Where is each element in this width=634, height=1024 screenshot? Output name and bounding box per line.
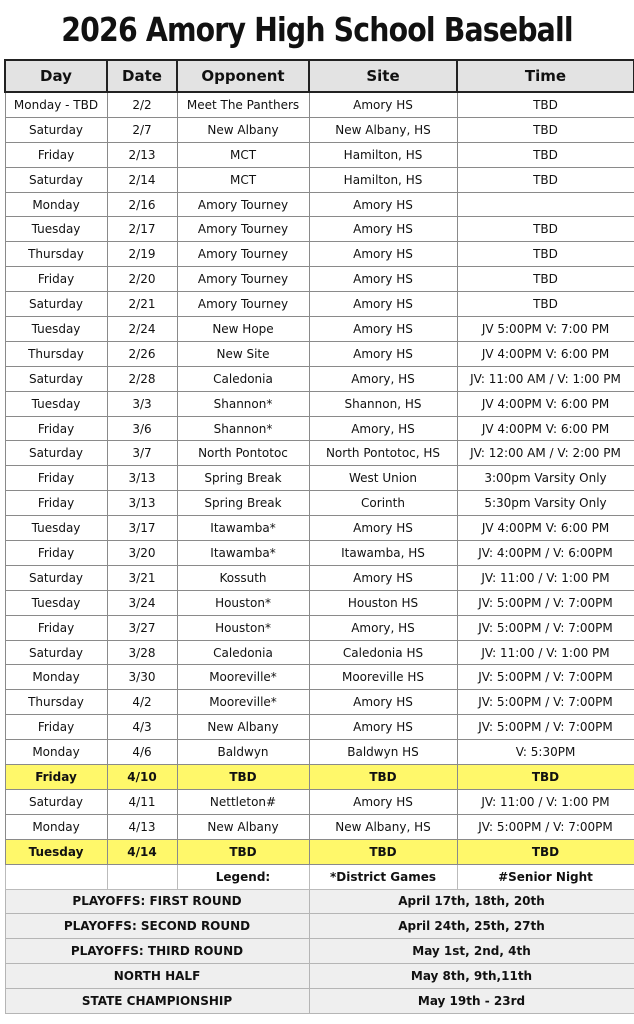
game-site: Hamilton, HS xyxy=(309,142,457,167)
game-opponent: North Pontotoc xyxy=(177,441,309,466)
game-date: 3/17 xyxy=(107,516,177,541)
game-day: Monday xyxy=(5,192,107,217)
game-day: Tuesday xyxy=(5,217,107,242)
game-time: JV: 11:00 / V: 1:00 PM xyxy=(457,565,634,590)
game-time: JV: 11:00 AM / V: 1:00 PM xyxy=(457,366,634,391)
legend-senior: #Senior Night xyxy=(457,864,634,889)
game-opponent: Amory Tourney xyxy=(177,217,309,242)
game-row xyxy=(5,366,634,391)
game-day: Tuesday xyxy=(5,317,107,342)
game-opponent: Spring Break xyxy=(177,466,309,491)
game-opponent: Shannon* xyxy=(177,391,309,416)
game-opponent: Itawamba* xyxy=(177,541,309,566)
game-site: Amory, HS xyxy=(309,366,457,391)
game-row xyxy=(5,92,634,117)
game-time: JV: 5:00PM / V: 7:00PM xyxy=(457,590,634,615)
game-time: TBD xyxy=(457,242,634,267)
game-date: 2/17 xyxy=(107,217,177,242)
game-row xyxy=(5,640,634,665)
game-day: Saturday xyxy=(5,167,107,192)
game-site: Amory HS xyxy=(309,789,457,814)
playoff-dates: April 17th, 18th, 20th xyxy=(309,889,634,914)
game-row xyxy=(5,242,634,267)
game-time: TBD xyxy=(457,142,634,167)
game-time: 5:30pm Varsity Only xyxy=(457,491,634,516)
game-opponent: Caledonia xyxy=(177,640,309,665)
game-site: Amory HS xyxy=(309,565,457,590)
game-date: 2/26 xyxy=(107,341,177,366)
game-time: JV: 4:00PM / V: 6:00PM xyxy=(457,541,634,566)
game-row xyxy=(5,839,634,864)
game-day: Friday xyxy=(5,142,107,167)
game-time: JV: 11:00 / V: 1:00 PM xyxy=(457,640,634,665)
game-time: JV 4:00PM V: 6:00 PM xyxy=(457,341,634,366)
game-row xyxy=(5,615,634,640)
game-time: JV: 11:00 / V: 1:00 PM xyxy=(457,789,634,814)
game-row xyxy=(5,516,634,541)
footer-body xyxy=(5,864,634,889)
playoff-row xyxy=(5,889,634,914)
playoff-round: NORTH HALF xyxy=(5,964,309,989)
games-body xyxy=(5,92,634,864)
game-day: Thursday xyxy=(5,341,107,366)
game-date: 3/24 xyxy=(107,590,177,615)
game-opponent: Meet The Panthers xyxy=(177,92,309,117)
playoffs-body xyxy=(5,889,634,1013)
game-time: TBD xyxy=(457,167,634,192)
game-day: Tuesday xyxy=(5,590,107,615)
playoff-dates: April 24th, 25th, 27th xyxy=(309,914,634,939)
game-opponent: TBD xyxy=(177,839,309,864)
game-date: 3/20 xyxy=(107,541,177,566)
game-date: 2/2 xyxy=(107,92,177,117)
game-day: Monday xyxy=(5,665,107,690)
game-site: Baldwyn HS xyxy=(309,740,457,765)
playoff-round: PLAYOFFS: FIRST ROUND xyxy=(5,889,309,914)
legend-district: *District Games xyxy=(309,864,457,889)
playoff-round: STATE CHAMPIONSHIP xyxy=(5,989,309,1014)
game-date: 2/19 xyxy=(107,242,177,267)
game-site: Amory, HS xyxy=(309,416,457,441)
game-date: 3/7 xyxy=(107,441,177,466)
game-row xyxy=(5,167,634,192)
game-opponent: Houston* xyxy=(177,590,309,615)
header-row xyxy=(5,60,634,92)
game-time: V: 5:30PM xyxy=(457,740,634,765)
game-date: 2/24 xyxy=(107,317,177,342)
legend-empty-2 xyxy=(107,864,177,889)
game-opponent: Kossuth xyxy=(177,565,309,590)
game-site: New Albany, HS xyxy=(309,814,457,839)
game-date: 4/11 xyxy=(107,789,177,814)
game-opponent: New Hope xyxy=(177,317,309,342)
game-date: 2/7 xyxy=(107,117,177,142)
game-opponent: Amory Tourney xyxy=(177,292,309,317)
game-site: Amory HS xyxy=(309,242,457,267)
game-row xyxy=(5,142,634,167)
game-row xyxy=(5,217,634,242)
game-day: Friday xyxy=(5,715,107,740)
game-date: 3/13 xyxy=(107,466,177,491)
game-site: Amory HS xyxy=(309,690,457,715)
game-opponent: TBD xyxy=(177,765,309,790)
game-time: TBD xyxy=(457,92,634,117)
game-site: Amory HS xyxy=(309,715,457,740)
game-date: 2/28 xyxy=(107,366,177,391)
game-row xyxy=(5,765,634,790)
game-row xyxy=(5,690,634,715)
game-date: 2/13 xyxy=(107,142,177,167)
playoff-dates: May 8th, 9th,11th xyxy=(309,964,634,989)
game-day: Friday xyxy=(5,466,107,491)
game-date: 2/20 xyxy=(107,267,177,292)
game-time: JV 5:00PM V: 7:00 PM xyxy=(457,317,634,342)
game-day: Friday xyxy=(5,765,107,790)
game-day: Thursday xyxy=(5,242,107,267)
game-site: Shannon, HS xyxy=(309,391,457,416)
game-site: Amory HS xyxy=(309,92,457,117)
game-opponent: MCT xyxy=(177,167,309,192)
playoff-dates: May 19th - 23rd xyxy=(309,989,634,1014)
game-time: TBD xyxy=(457,839,634,864)
game-opponent: Houston* xyxy=(177,615,309,640)
header-opponent: Opponent xyxy=(177,60,309,92)
playoff-round: PLAYOFFS: THIRD ROUND xyxy=(5,939,309,964)
game-date: 4/3 xyxy=(107,715,177,740)
game-opponent: Amory Tourney xyxy=(177,242,309,267)
legend-row xyxy=(5,864,634,889)
game-day: Saturday xyxy=(5,565,107,590)
game-date: 4/13 xyxy=(107,814,177,839)
game-opponent: New Albany xyxy=(177,715,309,740)
game-day: Saturday xyxy=(5,789,107,814)
game-row xyxy=(5,590,634,615)
game-day: Saturday xyxy=(5,441,107,466)
game-opponent: New Site xyxy=(177,341,309,366)
game-opponent: Baldwyn xyxy=(177,740,309,765)
header-site: Site xyxy=(309,60,457,92)
game-site: Corinth xyxy=(309,491,457,516)
playoff-row xyxy=(5,939,634,964)
game-date: 3/13 xyxy=(107,491,177,516)
game-site: TBD xyxy=(309,765,457,790)
game-time: JV 4:00PM V: 6:00 PM xyxy=(457,516,634,541)
game-row xyxy=(5,441,634,466)
game-date: 2/14 xyxy=(107,167,177,192)
game-opponent: Itawamba* xyxy=(177,516,309,541)
schedule-table xyxy=(4,59,634,1014)
game-day: Saturday xyxy=(5,640,107,665)
game-time: JV: 5:00PM / V: 7:00PM xyxy=(457,690,634,715)
game-row xyxy=(5,814,634,839)
game-row xyxy=(5,665,634,690)
game-row xyxy=(5,192,634,217)
playoff-row xyxy=(5,989,634,1014)
game-row xyxy=(5,740,634,765)
game-opponent: Mooreville* xyxy=(177,665,309,690)
game-day: Tuesday xyxy=(5,839,107,864)
game-date: 3/27 xyxy=(107,615,177,640)
game-row xyxy=(5,565,634,590)
game-time: TBD xyxy=(457,267,634,292)
game-day: Monday - TBD xyxy=(5,92,107,117)
game-day: Friday xyxy=(5,615,107,640)
game-row xyxy=(5,292,634,317)
game-day: Friday xyxy=(5,416,107,441)
game-time: JV: 5:00PM / V: 7:00PM xyxy=(457,814,634,839)
game-date: 3/6 xyxy=(107,416,177,441)
playoff-dates: May 1st, 2nd, 4th xyxy=(309,939,634,964)
game-time: JV 4:00PM V: 6:00 PM xyxy=(457,416,634,441)
game-date: 3/21 xyxy=(107,565,177,590)
game-opponent: Caledonia xyxy=(177,366,309,391)
game-opponent: Mooreville* xyxy=(177,690,309,715)
game-date: 3/3 xyxy=(107,391,177,416)
game-time: JV: 5:00PM / V: 7:00PM xyxy=(457,615,634,640)
game-row xyxy=(5,789,634,814)
game-date: 4/10 xyxy=(107,765,177,790)
game-opponent: New Albany xyxy=(177,117,309,142)
game-date: 4/2 xyxy=(107,690,177,715)
game-opponent: Amory Tourney xyxy=(177,192,309,217)
header-day: Day xyxy=(5,60,107,92)
game-opponent: Amory Tourney xyxy=(177,267,309,292)
playoff-row xyxy=(5,914,634,939)
game-time xyxy=(457,192,634,217)
game-site: Amory HS xyxy=(309,217,457,242)
game-opponent: Nettleton# xyxy=(177,789,309,814)
game-day: Monday xyxy=(5,740,107,765)
game-site: Hamilton, HS xyxy=(309,167,457,192)
game-day: Tuesday xyxy=(5,516,107,541)
game-site: Itawamba, HS xyxy=(309,541,457,566)
header-date: Date xyxy=(107,60,177,92)
game-day: Thursday xyxy=(5,690,107,715)
game-site: Mooreville HS xyxy=(309,665,457,690)
game-time: JV: 12:00 AM / V: 2:00 PM xyxy=(457,441,634,466)
game-time: JV: 5:00PM / V: 7:00PM xyxy=(457,665,634,690)
game-time: 3:00pm Varsity Only xyxy=(457,466,634,491)
game-day: Monday xyxy=(5,814,107,839)
game-site: TBD xyxy=(309,839,457,864)
playoff-row xyxy=(5,964,634,989)
game-date: 4/6 xyxy=(107,740,177,765)
game-opponent: MCT xyxy=(177,142,309,167)
game-row xyxy=(5,341,634,366)
game-row xyxy=(5,416,634,441)
playoff-round: PLAYOFFS: SECOND ROUND xyxy=(5,914,309,939)
game-opponent: New Albany xyxy=(177,814,309,839)
game-site: Houston HS xyxy=(309,590,457,615)
game-day: Tuesday xyxy=(5,391,107,416)
legend-empty-1 xyxy=(5,864,107,889)
game-opponent: Spring Break xyxy=(177,491,309,516)
game-site: West Union xyxy=(309,466,457,491)
game-time: JV 4:00PM V: 6:00 PM xyxy=(457,391,634,416)
page-title: 2026 Amory High School Baseball xyxy=(61,10,573,49)
game-row xyxy=(5,317,634,342)
game-day: Friday xyxy=(5,267,107,292)
game-site: Amory HS xyxy=(309,317,457,342)
game-row xyxy=(5,491,634,516)
game-time: TBD xyxy=(457,765,634,790)
legend-label: Legend: xyxy=(177,864,309,889)
game-row xyxy=(5,715,634,740)
game-row xyxy=(5,117,634,142)
game-day: Friday xyxy=(5,491,107,516)
game-time: JV: 5:00PM / V: 7:00PM xyxy=(457,715,634,740)
game-site: Amory HS xyxy=(309,292,457,317)
game-opponent: Shannon* xyxy=(177,416,309,441)
game-day: Friday xyxy=(5,541,107,566)
game-row xyxy=(5,541,634,566)
game-date: 3/30 xyxy=(107,665,177,690)
game-row xyxy=(5,267,634,292)
game-site: North Pontotoc, HS xyxy=(309,441,457,466)
game-time: TBD xyxy=(457,292,634,317)
game-date: 2/21 xyxy=(107,292,177,317)
game-time: TBD xyxy=(457,117,634,142)
game-date: 2/16 xyxy=(107,192,177,217)
game-day: Saturday xyxy=(5,366,107,391)
game-site: Amory, HS xyxy=(309,615,457,640)
game-time: TBD xyxy=(457,217,634,242)
game-site: New Albany, HS xyxy=(309,117,457,142)
game-date: 4/14 xyxy=(107,839,177,864)
game-row xyxy=(5,466,634,491)
game-site: Caledonia HS xyxy=(309,640,457,665)
game-date: 3/28 xyxy=(107,640,177,665)
game-site: Amory HS xyxy=(309,192,457,217)
game-row xyxy=(5,391,634,416)
game-day: Saturday xyxy=(5,117,107,142)
header-time: Time xyxy=(457,60,634,92)
game-site: Amory HS xyxy=(309,341,457,366)
game-day: Saturday xyxy=(5,292,107,317)
game-site: Amory HS xyxy=(309,267,457,292)
game-site: Amory HS xyxy=(309,516,457,541)
